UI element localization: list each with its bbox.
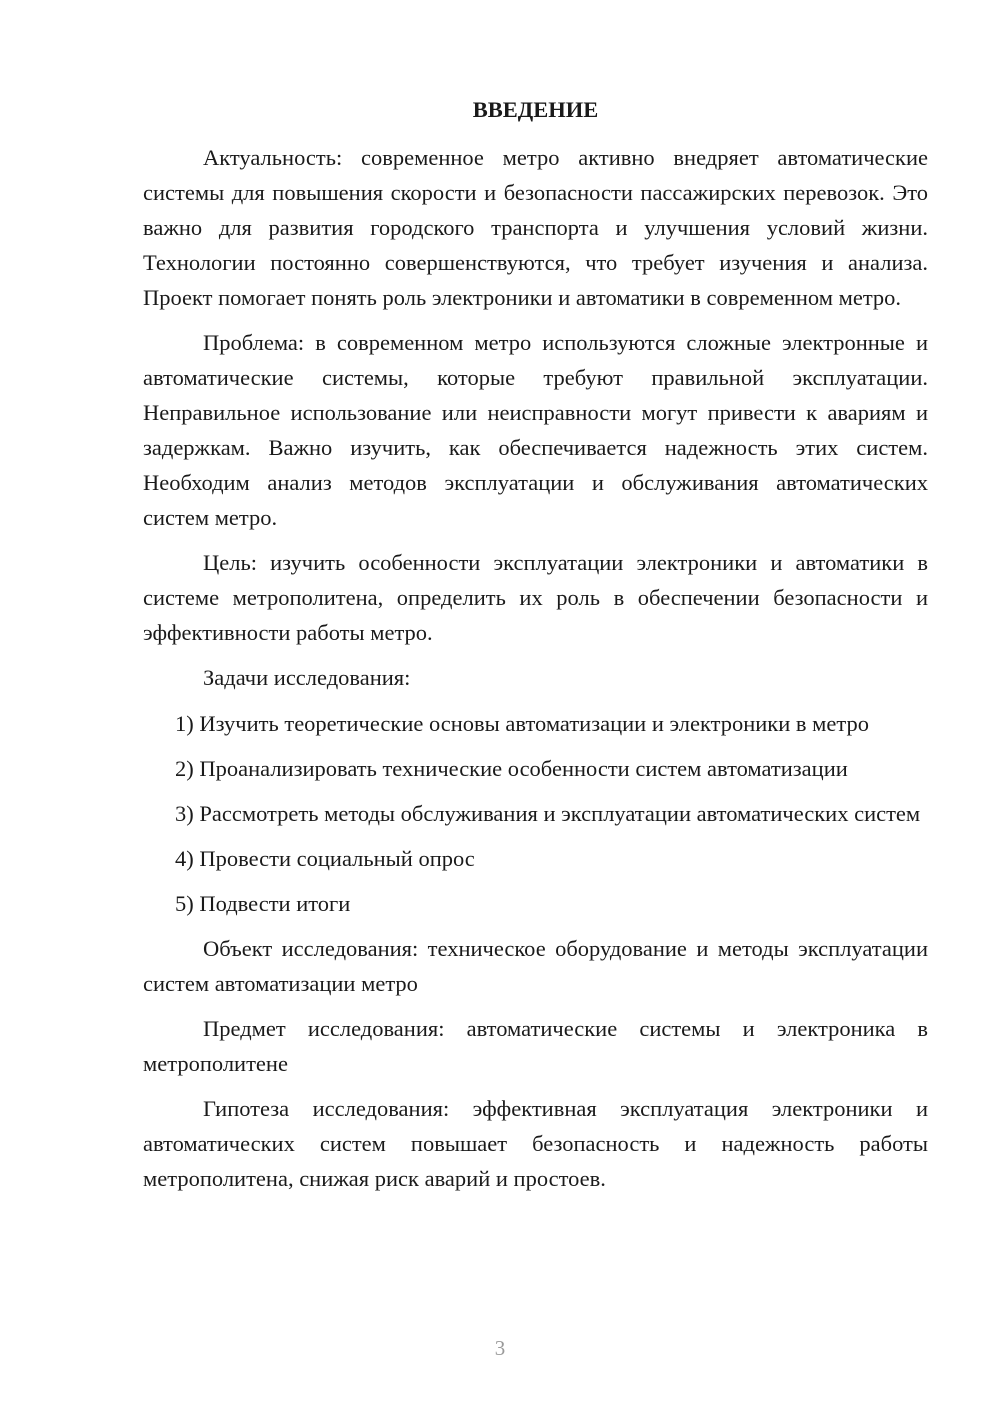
paragraph-goal: Цель: изучить особенности эксплуатации электроники и автоматики в системе метрополитена, определить их роль в обеспечении безопасности и эффективности работы метро. [143,550,928,645]
task-item-2: 2) Проанализировать технические особенности систем автоматизации [175,756,848,781]
task-item-5: 5) Подвести итоги [175,891,351,916]
paragraph-object: Объект исследования: техническое оборудование и методы эксплуатации систем автоматизации метро [143,936,928,996]
page-number: 3 [494,1336,506,1360]
task-list [143,706,928,921]
document-body [143,96,928,1206]
paragraph-relevance: Актуальность: современное метро активно внедряет автоматические системы для повышения скорости и безопасности пассажирских перевозок. Это важно для развития городского транспорта и улучшения условий жизни. Технологии постоянно совершенствуются, что требует изучения и анализа. Проект помогает понять роль электроники и автоматики в современном метро. [143,145,928,310]
page-title: ВВЕДЕНИЕ [472,97,599,122]
paragraph-hypothesis: Гипотеза исследования: эффективная эксплуатация электроники и автоматических систем повышает безопасность и надежность работы метрополитена, снижая риск аварий и простоев. [143,1096,928,1191]
task-item-1: 1) Изучить теоретические основы автоматизации и электроники в метро [175,711,869,736]
task-item-4: 4) Провести социальный опрос [175,846,475,871]
tasks-heading: Задачи исследования: [203,665,411,690]
paragraph-problem: Проблема: в современном метро используются сложные электронные и автоматические системы, которые требуют правильной эксплуатации. Неправильное использование или неисправности могут привести к авариям и задержкам. Важно изучить, как обеспечивается надежность этих систем. Необходим анализ методов эксплуатации и обслуживания автоматических систем метро. [143,330,928,530]
paragraph-subject: Предмет исследования: автоматические системы и электроника в метрополитене [143,1016,928,1076]
task-item-3: 3) Рассмотреть методы обслуживания и эксплуатации автоматических систем [175,801,921,826]
